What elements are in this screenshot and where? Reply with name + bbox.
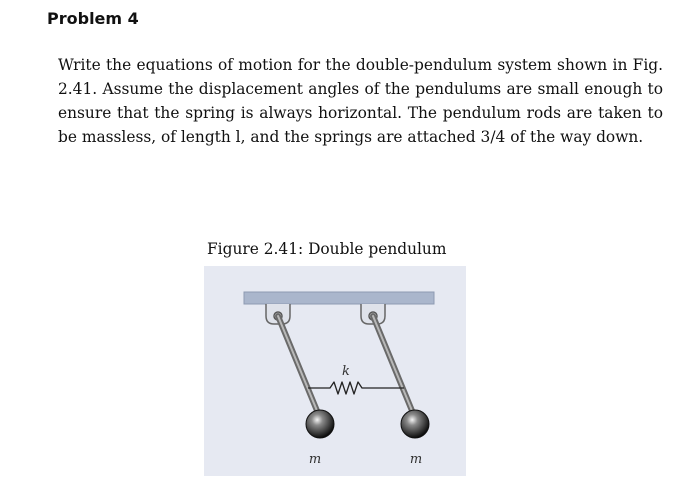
double-pendulum-figure [204,266,466,476]
figure-caption: Figure 2.41: Double pendulum [207,240,447,258]
right-mass [401,410,429,438]
right-mass-label: m [409,452,423,467]
problem-statement: Write the equations of motion for the double-pendulum system shown in Fig. 2.41. Assume the displacement angles of the pendulums are small enough to ensure that the spring is always horizontal. The pendulum rods are taken to be massless, of length l, and the springs are attached 3/4 of the way down. [58,56,663,146]
spring-label: k [342,364,350,379]
ceiling-beam [244,292,434,304]
left-mass-label: m [308,452,322,467]
left-mass [306,410,334,438]
problem-heading: Problem 4 [47,9,139,28]
